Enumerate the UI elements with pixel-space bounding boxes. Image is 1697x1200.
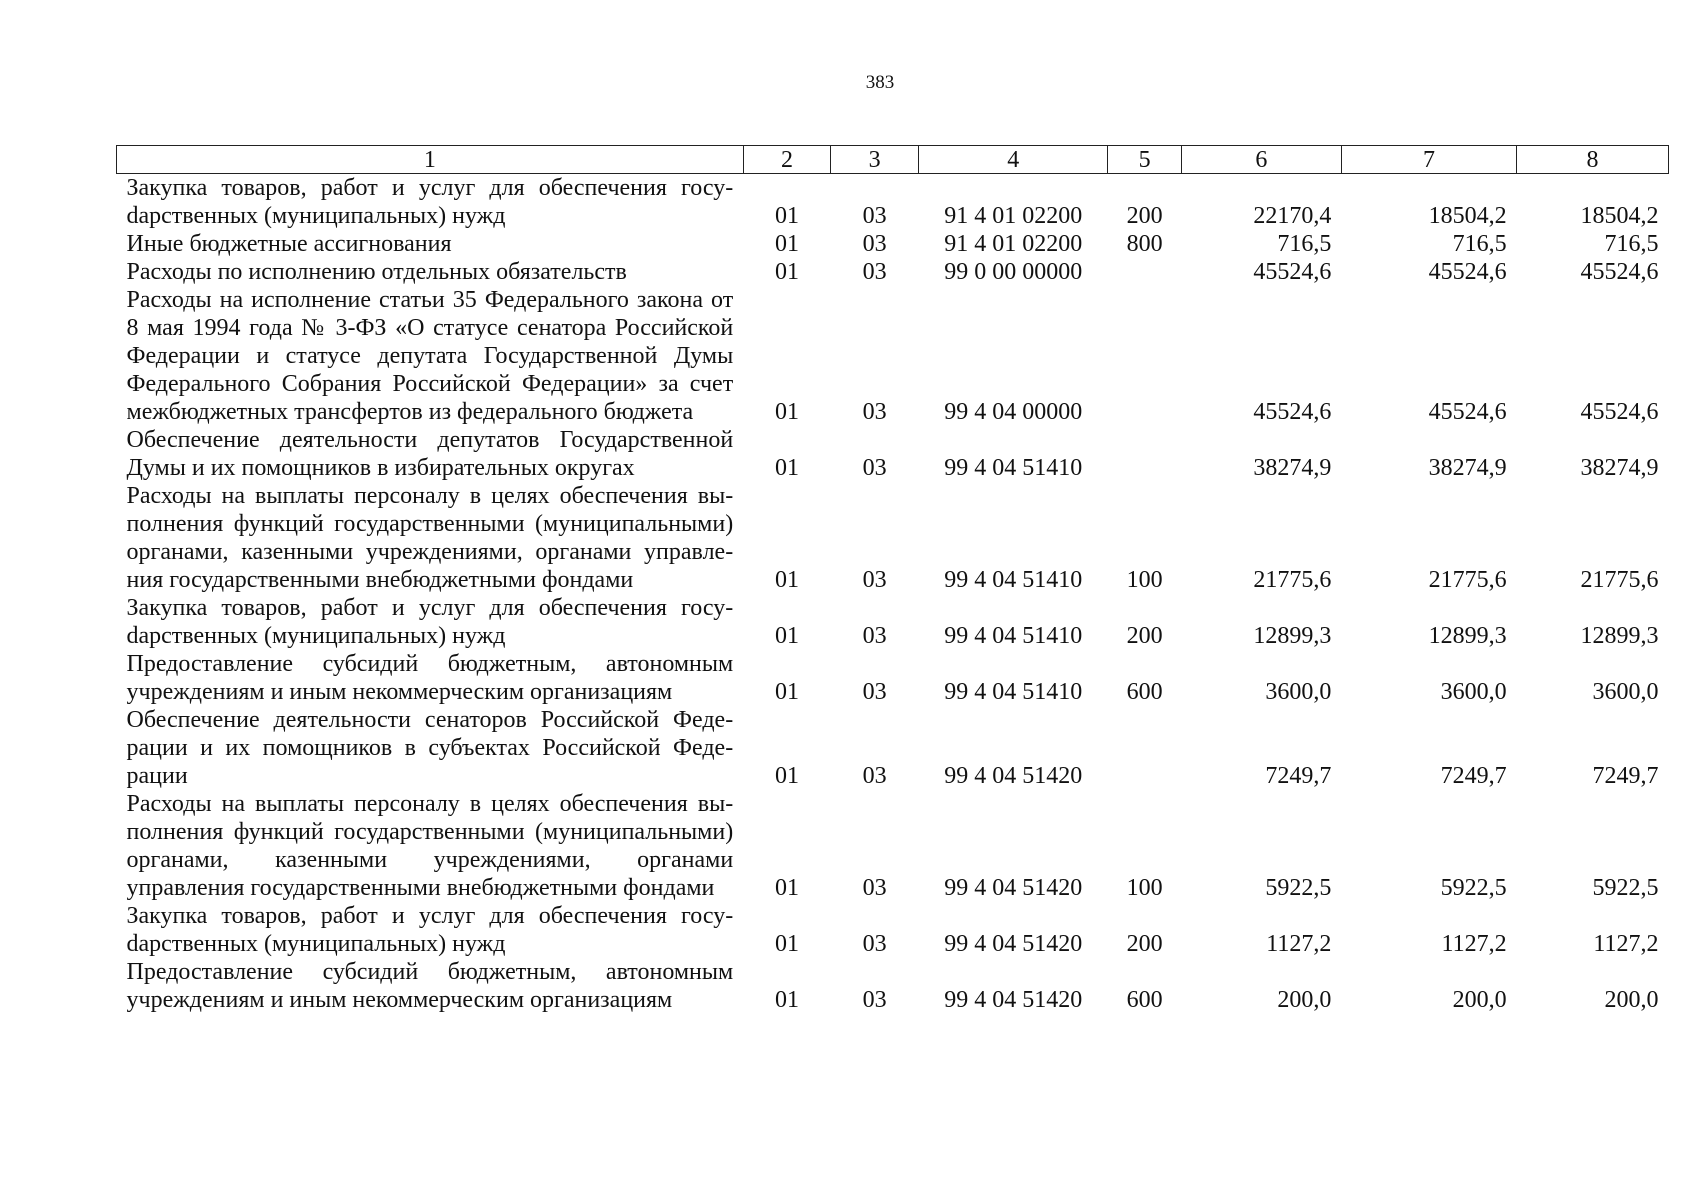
page-number: 383 — [865, 72, 895, 93]
row-section: 01 — [775, 763, 800, 789]
row-name: Иные бюджетные ассигнования — [126, 231, 452, 257]
row-target-article: 99 4 04 51420 — [944, 875, 1083, 901]
row-amount-col6: 200,0 — [1277, 987, 1332, 1013]
row-expense-type: 200 — [1126, 203, 1163, 229]
header-col-5: 5 — [1108, 146, 1181, 174]
row-amount-col7: 716,5 — [1452, 231, 1507, 257]
row-section: 01 — [775, 259, 800, 285]
row-amount-col8: 200,0 — [1604, 987, 1659, 1013]
row-amount-col6: 22170,4 — [1253, 203, 1332, 229]
row-subsection: 03 — [862, 763, 887, 789]
row-name: Предоставление субсидий бюджетным, автономным учреждениям и иным некоммерческим организациям — [126, 651, 734, 705]
row-target-article: 99 4 04 00000 — [944, 399, 1083, 425]
row-expense-type: 200 — [1126, 931, 1163, 957]
table-row — [117, 174, 1669, 231]
row-amount-col8: 18504,2 — [1580, 203, 1659, 229]
row-subsection: 03 — [862, 231, 887, 257]
table-row — [117, 286, 1669, 426]
row-amount-col6: 716,5 — [1277, 231, 1332, 257]
row-target-article: 99 4 04 51420 — [944, 931, 1083, 957]
row-target-article: 99 4 04 51410 — [944, 679, 1083, 705]
header-col-3: 3 — [831, 146, 919, 174]
row-expense-type: 600 — [1126, 987, 1163, 1013]
row-amount-col6: 45524,6 — [1253, 259, 1332, 285]
row-subsection: 03 — [862, 455, 887, 481]
row-section: 01 — [775, 455, 800, 481]
row-expense-type — [1108, 426, 1181, 482]
row-subsection: 03 — [862, 875, 887, 901]
row-section: 01 — [775, 231, 800, 257]
table-row — [117, 958, 1669, 1014]
row-amount-col8: 5922,5 — [1592, 875, 1659, 901]
row-subsection: 03 — [862, 567, 887, 593]
row-subsection: 03 — [862, 623, 887, 649]
row-name: Обеспечение деятельности сенаторов Российской Федерации и их помощников в субъектах Российской Федерации — [126, 707, 734, 789]
table-row — [117, 790, 1669, 902]
row-amount-col8: 45524,6 — [1580, 399, 1659, 425]
table-row — [117, 230, 1669, 258]
row-target-article: 91 4 01 02200 — [944, 231, 1083, 257]
row-target-article: 99 4 04 51420 — [944, 763, 1083, 789]
row-amount-col6: 3600,0 — [1265, 679, 1332, 705]
table-row — [117, 650, 1669, 706]
table-row — [117, 902, 1669, 958]
row-section: 01 — [775, 623, 800, 649]
row-amount-col8: 45524,6 — [1580, 259, 1659, 285]
row-subsection: 03 — [862, 679, 887, 705]
row-name: Закупка товаров, работ и услуг для обеспечения госуdарственных (муниципальных) нужд — [126, 175, 734, 229]
row-amount-col7: 1127,2 — [1441, 931, 1507, 957]
row-target-article: 99 0 00 00000 — [944, 259, 1083, 285]
row-amount-col7: 12899,3 — [1428, 623, 1507, 649]
row-name: Закупка товаров, работ и услуг для обеспечения госуdарственных (муниципальных) нужд — [126, 903, 734, 957]
row-section: 01 — [775, 399, 800, 425]
row-section: 01 — [775, 203, 800, 229]
table-row — [117, 258, 1669, 286]
row-name: Расходы на выплаты персоналу в целях обеспечения выполнения функций государственными (муниципальными) органами, казенными учреждениями, органами управления государственными внебюджетными фондами — [126, 791, 734, 901]
row-amount-col7: 38274,9 — [1428, 455, 1507, 481]
row-amount-col7: 45524,6 — [1428, 259, 1507, 285]
row-name: Закупка товаров, работ и услуг для обеспечения госуdарственных (муниципальных) нужд — [126, 595, 734, 649]
table-row — [117, 594, 1669, 650]
header-col-2: 2 — [743, 146, 831, 174]
row-target-article: 91 4 01 02200 — [944, 203, 1083, 229]
row-amount-col6: 38274,9 — [1253, 455, 1332, 481]
table-body — [117, 174, 1669, 1015]
row-subsection: 03 — [862, 259, 887, 285]
row-expense-type: 200 — [1126, 623, 1163, 649]
row-amount-col7: 21775,6 — [1428, 567, 1507, 593]
header-col-1: 1 — [117, 146, 744, 174]
row-expense-type: 100 — [1126, 875, 1163, 901]
row-amount-col6: 7249,7 — [1265, 763, 1332, 789]
header-col-8: 8 — [1517, 146, 1669, 174]
row-expense-type — [1108, 706, 1181, 790]
table-header — [117, 146, 1669, 174]
row-name: Расходы на выплаты персоналу в целях обеспечения выполнения функций государственными (муниципальными) органами, казенными учреждениями, органами управления государственными внебюджетными фондами — [126, 483, 734, 593]
row-name: Обеспечение деятельности депутатов Государственной Думы и их помощников в избирательных округах — [126, 427, 734, 481]
row-amount-col8: 7249,7 — [1592, 763, 1659, 789]
row-amount-col6: 1127,2 — [1266, 931, 1332, 957]
table-row — [117, 426, 1669, 482]
row-expense-type: 600 — [1126, 679, 1163, 705]
row-amount-col8: 12899,3 — [1580, 623, 1659, 649]
row-name: Расходы по исполнению отдельных обязательств — [126, 259, 627, 285]
row-target-article: 99 4 04 51410 — [944, 455, 1083, 481]
header-col-4: 4 — [918, 146, 1108, 174]
row-expense-type: 800 — [1126, 231, 1163, 257]
row-subsection: 03 — [862, 931, 887, 957]
row-amount-col8: 3600,0 — [1592, 679, 1659, 705]
row-section: 01 — [775, 987, 800, 1013]
row-amount-col7: 200,0 — [1452, 987, 1507, 1013]
row-target-article: 99 4 04 51410 — [944, 623, 1083, 649]
budget-table — [116, 145, 1669, 1014]
row-target-article: 99 4 04 51410 — [944, 567, 1083, 593]
row-name: Предоставление субсидий бюджетным, автономным учреждениям и иным некоммерческим организациям — [126, 959, 734, 1013]
row-amount-col6: 21775,6 — [1253, 567, 1332, 593]
header-row — [117, 146, 1669, 174]
row-amount-col8: 716,5 — [1604, 231, 1659, 257]
row-target-article: 99 4 04 51420 — [944, 987, 1083, 1013]
row-amount-col7: 5922,5 — [1440, 875, 1507, 901]
table-row — [117, 482, 1669, 594]
row-amount-col6: 45524,6 — [1253, 399, 1332, 425]
row-amount-col8: 21775,6 — [1580, 567, 1659, 593]
row-expense-type — [1108, 286, 1181, 426]
row-section: 01 — [775, 567, 800, 593]
row-subsection: 03 — [862, 399, 887, 425]
header-col-6: 6 — [1181, 146, 1341, 174]
row-amount-col7: 18504,2 — [1428, 203, 1507, 229]
row-subsection: 03 — [862, 203, 887, 229]
row-amount-col7: 45524,6 — [1428, 399, 1507, 425]
row-amount-col6: 12899,3 — [1253, 623, 1332, 649]
row-name: Расходы на исполнение статьи 35 Федерального закона от 8 мая 1994 года № 3-ФЗ «О статусе сенатора Российской Федерации и статусе депутата Государственной Думы Федерального Собрания Российской Федерации» за счет межбюджетных трансфертов из федерального бюджета — [126, 287, 734, 425]
row-section: 01 — [775, 679, 800, 705]
table-row — [117, 706, 1669, 790]
row-amount-col8: 38274,9 — [1580, 455, 1659, 481]
row-amount-col7: 3600,0 — [1440, 679, 1507, 705]
row-subsection: 03 — [862, 987, 887, 1013]
row-amount-col7: 7249,7 — [1440, 763, 1507, 789]
row-amount-col8: 1127,2 — [1593, 931, 1659, 957]
row-expense-type: 100 — [1126, 567, 1163, 593]
row-section: 01 — [775, 931, 800, 957]
header-col-7: 7 — [1341, 146, 1516, 174]
row-expense-type — [1108, 258, 1181, 286]
row-amount-col6: 5922,5 — [1265, 875, 1332, 901]
row-section: 01 — [775, 875, 800, 901]
